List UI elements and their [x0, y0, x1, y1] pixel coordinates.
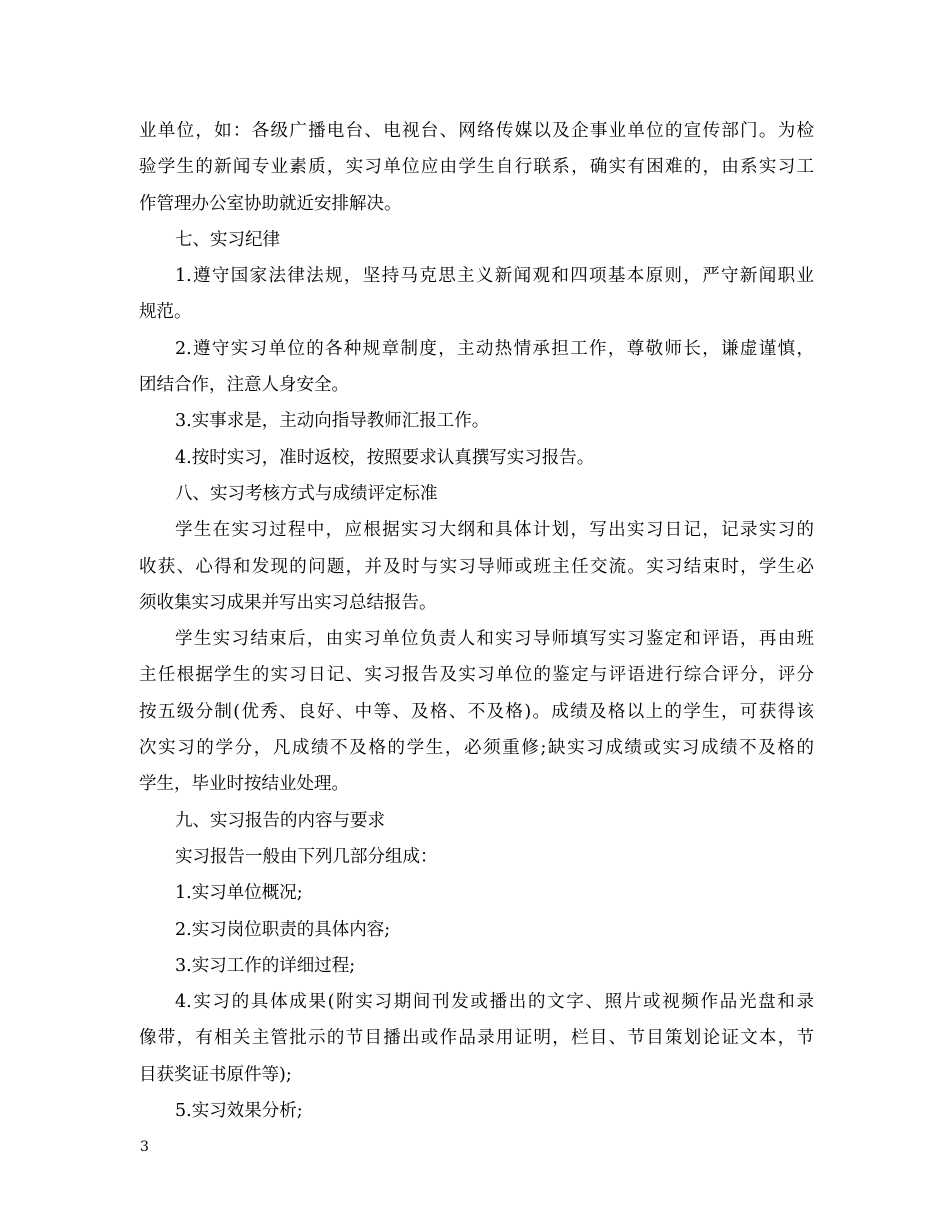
list-item-line: 4.实习的具体成果(附实习期间刊发或播出的文字、照片或视频作品光盘和录 [175, 992, 814, 1013]
list-item-line: 3.实事求是，主动向指导教师汇报工作。 [175, 411, 490, 432]
list-item-line: 像带，有相关主管批示的节目播出或作品录用证明，栏目、节目策划论证文本，节 [139, 1028, 814, 1049]
list-item-line: 4.按时实习，准时返校，按照要求认真撰写实习报告。 [175, 447, 595, 468]
paragraph-line: 须收集实习成果并写出实习总结报告。 [139, 592, 437, 613]
paragraph-line: 验学生的新闻专业素质，实习单位应由学生自行联系，确实有困难的，由系实习工 [139, 157, 814, 178]
paragraph-line: 按五级分制(优秀、良好、中等、及格、不及格)。成绩及格以上的学生，可获得该 [139, 701, 814, 722]
page-number: 3 [140, 1139, 149, 1155]
list-item-line: 5.实习效果分析; [175, 1101, 303, 1122]
list-item-line: 2.实习岗位职责的具体内容; [175, 919, 391, 940]
list-item-line: 2.遵守实习单位的各种规章制度，主动热情承担工作，尊敬师长，谦虚谨慎， [175, 338, 814, 359]
paragraph-line: 学生在实习过程中，应根据实习大纲和具体计划，写出实习日记，记录实习的 [175, 520, 814, 541]
section-heading: 九、实习报告的内容与要求 [175, 810, 385, 831]
section-heading: 七、实习纪律 [175, 229, 280, 250]
list-item-line: 1.遵守国家法律法规，坚持马克思主义新闻观和四项基本原则，严守新闻职业 [175, 266, 814, 287]
paragraph-line: 实习报告一般由下列几部分组成： [175, 846, 438, 867]
list-item-line: 目获奖证书原件等); [139, 1064, 292, 1085]
list-item-line: 1.实习单位概况; [175, 883, 303, 904]
list-item-line: 团结合作，注意人身安全。 [139, 375, 349, 396]
list-item-line: 规范。 [139, 302, 192, 323]
paragraph-line: 业单位，如：各级广播电台、电视台、网络传媒以及企事业单位的宣传部门。为检 [139, 121, 814, 141]
document-body [139, 113, 814, 1129]
paragraph-line: 主任根据学生的实习日记、实习报告及实习单位的鉴定与评语进行综合评分，评分 [139, 665, 814, 686]
paragraph-line: 学生实习结束后，由实习单位负责人和实习导师填写实习鉴定和评语，再由班 [175, 629, 814, 650]
paragraph-line: 收获、心得和发现的问题，并及时与实习导师或班主任交流。实习结束时，学生必 [139, 556, 814, 577]
paragraph-line: 学生，毕业时按结业处理。 [139, 774, 349, 795]
paragraph-line: 次实习的学分，凡成绩不及格的学生，必须重修;缺实习成绩或实习成绩不及格的 [139, 738, 814, 759]
list-item-line: 3.实习工作的详细过程; [175, 955, 356, 976]
paragraph-line: 作管理办公室协助就近安排解决。 [139, 193, 402, 214]
section-heading: 八、实习考核方式与成绩评定标准 [175, 483, 438, 504]
